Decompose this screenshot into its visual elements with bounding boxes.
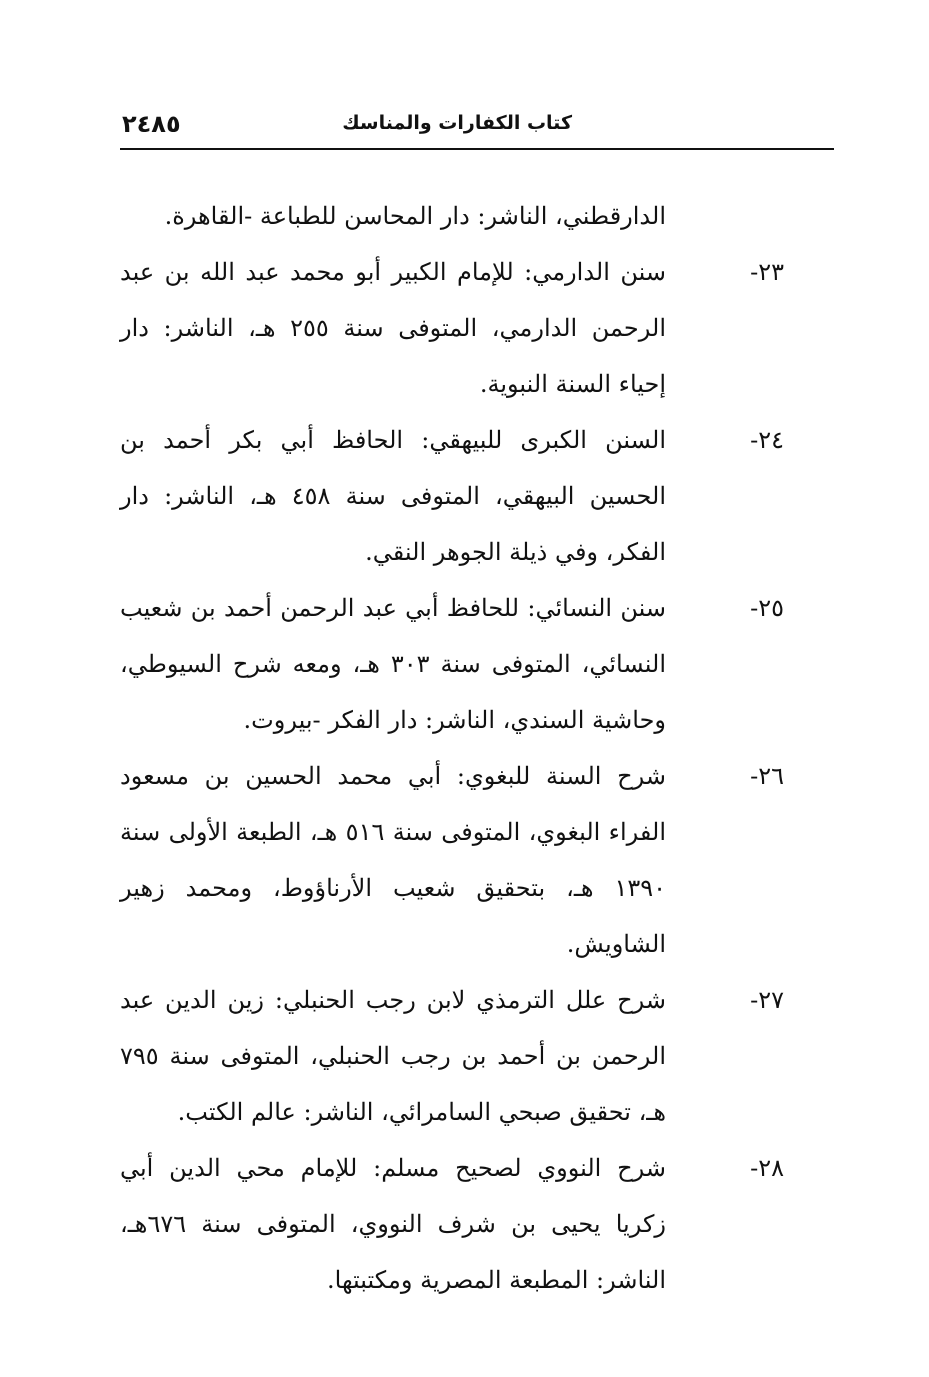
- entry-number: ٢٧-: [750, 986, 784, 1014]
- running-title: كتاب الكفارات والمناسك: [342, 112, 572, 134]
- bibliography-entry-28: [120, 1140, 784, 1308]
- entry-number: ٢٣-: [750, 258, 784, 286]
- entry-number: ٢٨-: [750, 1154, 784, 1182]
- bibliography-entry-27: [120, 972, 784, 1140]
- entry-text: السنن الكبرى للبيهقي: الحافظ أبي بكر أحمد بن الحسين البيهقي، المتوفى سنة ٤٥٨ هـ، الناشر: دار الفكر، وفي ذيلة الجوهر النقي.: [120, 426, 666, 566]
- header-rule: [120, 148, 834, 150]
- bibliography-entry-25: [120, 580, 784, 748]
- entry-text: شرح علل الترمذي لابن رجب الحنبلي: زين الدين عبد الرحمن بن أحمد بن رجب الحنبلي، المتوفى سنة ٧٩٥ هـ، تحقيق صبحي السامرائي، الناشر: عالم الكتب.: [120, 986, 666, 1126]
- entry-text: سنن الدارمي: للإمام الكبير أبو محمد عبد الله بن عبد الرحمن الدارمي، المتوفى سنة ٢٥٥ هـ، الناشر: دار إحياء السنة النبوية.: [120, 258, 666, 398]
- page-header: [120, 108, 834, 144]
- bibliography-entry-23: [120, 244, 784, 412]
- page-number: ٢٤٨٥: [122, 110, 181, 138]
- entry-number: ٢٥-: [750, 594, 784, 622]
- entry-text: شرح النووي لصحيح مسلم: للإمام محي الدين أبي زكريا يحيى بن شرف النووي، المتوفى سنة ٦٧٦هـ، الناشر: المطبعة المصرية ومكتبتها.: [120, 1154, 666, 1294]
- bibliography-entry-26: [120, 748, 784, 972]
- continuation-line: الدارقطني، الناشر: دار المحاسن للطباعة -القاهرة.: [164, 202, 666, 230]
- entry-number: ٢٤-: [750, 426, 784, 454]
- bibliography-entry-24: [120, 412, 784, 580]
- bibliography-list: [120, 188, 784, 1308]
- entry-number: ٢٦-: [750, 762, 784, 790]
- entry-text: شرح السنة للبغوي: أبي محمد الحسين بن مسعود الفراء البغوي، المتوفى سنة ٥١٦ هـ، الطبعة الأولى سنة ١٣٩٠ هـ، بتحقيق شعيب الأرناؤوط، ومحمد زهير الشاويش.: [120, 762, 666, 958]
- entry-text: سنن النسائي: للحافظ أبي عبد الرحمن أحمد بن شعيب النسائي، المتوفى سنة ٣٠٣ هـ، ومعه شرح السيوطي، وحاشية السندي، الناشر: دار الفكر -بيروت.: [120, 594, 666, 734]
